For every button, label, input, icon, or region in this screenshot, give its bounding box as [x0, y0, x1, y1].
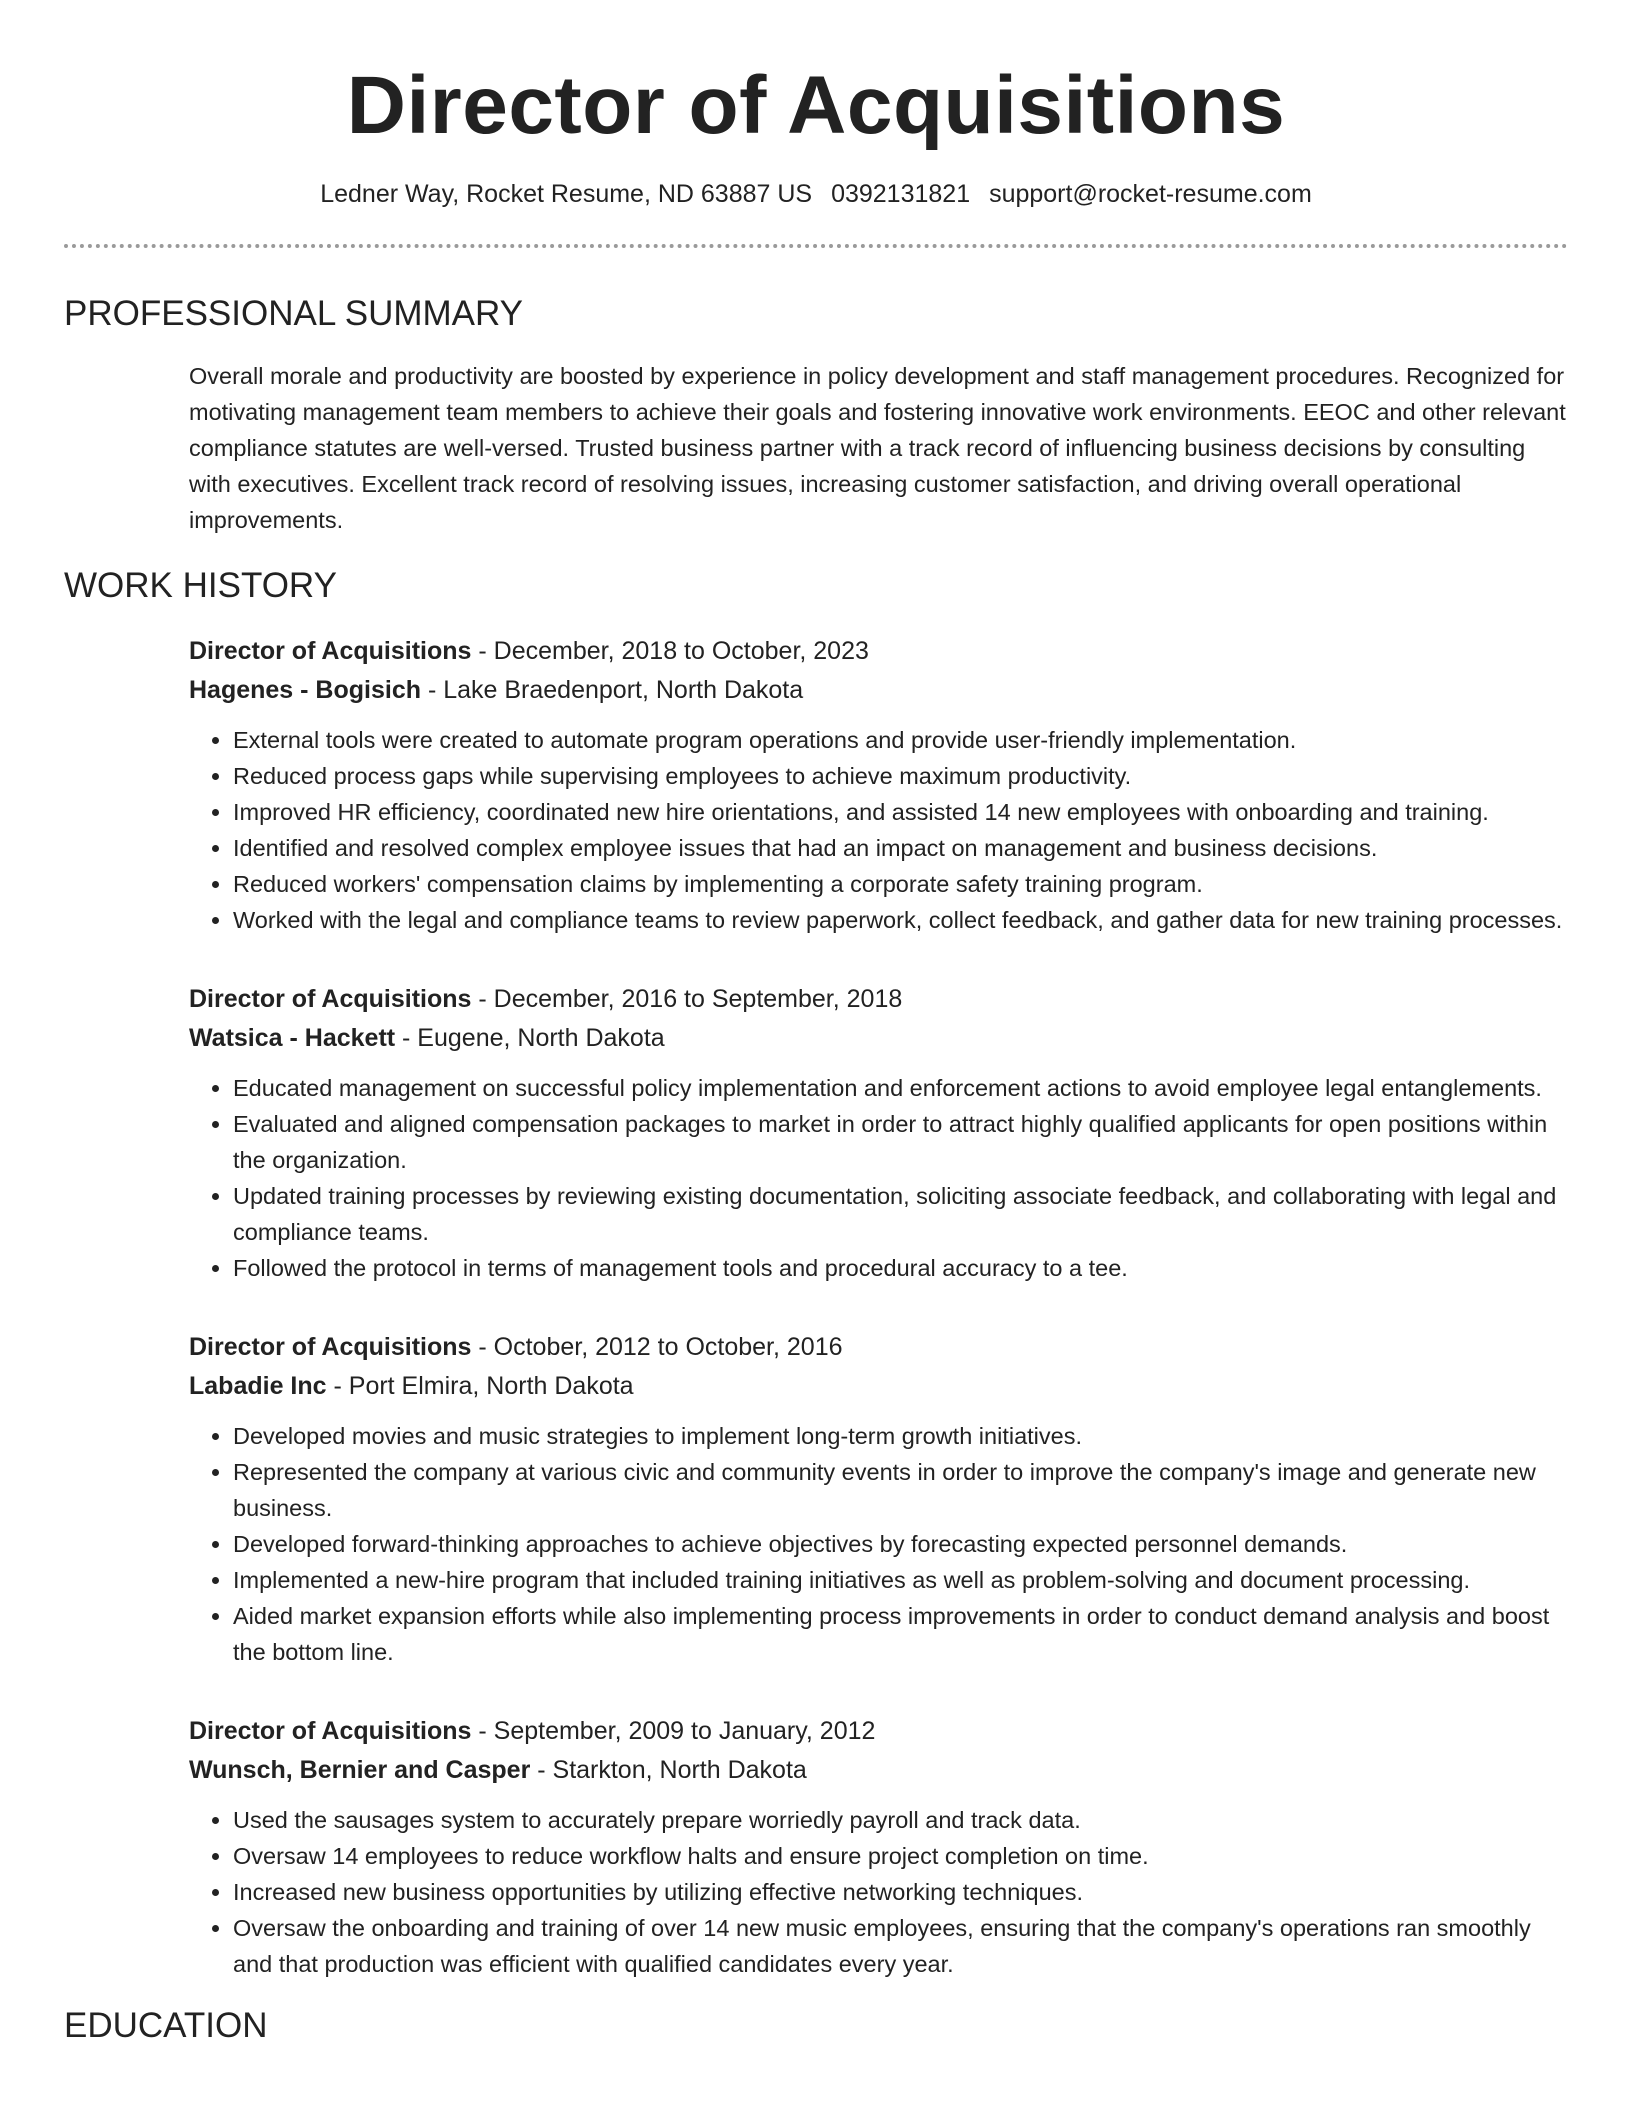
- education-section: [64, 2004, 1568, 2048]
- header-divider: [64, 244, 1568, 248]
- job-company: Wunsch, Bernier and Casper: [189, 1756, 531, 1784]
- job-bullet: • Educated management on successful policy implementation and enforcement actions to avoid employee legal entanglements.: [233, 1070, 1568, 1106]
- job-bullet: • Developed forward-thinking approaches to achieve objectives by forecasting expected personnel demands.: [233, 1526, 1568, 1562]
- job-company-line: [189, 1019, 1568, 1058]
- job-company-line: [189, 671, 1568, 710]
- job-company: Watsica - Hackett: [189, 1024, 396, 1052]
- job-entry: [189, 632, 1568, 938]
- job-bullet: • Reduced workers' compensation claims by implementing a corporate safety training program.: [233, 866, 1568, 902]
- education-section-title: EDUCATION: [64, 2006, 268, 2045]
- job-bullets: [189, 722, 1568, 938]
- work-history-section-title: WORK HISTORY: [64, 566, 337, 605]
- job-bullet: • Represented the company at various civic and community events in order to improve the company's image and generate new business.: [233, 1454, 1568, 1526]
- job-bullets: [189, 1070, 1568, 1286]
- job-bullet: • Worked with the legal and compliance teams to review paperwork, collect feedback, and gather data for new training processes.: [233, 902, 1568, 938]
- job-title-line: [189, 1712, 1568, 1751]
- job-title-line: [189, 632, 1568, 671]
- job-bullet: • Implemented a new-hire program that included training initiatives as well as problem-solving and document processing.: [233, 1562, 1568, 1598]
- job-company-line: [189, 1367, 1568, 1406]
- job-bullet: • Oversaw 14 employees to reduce workflow halts and ensure project completion on time.: [233, 1838, 1568, 1874]
- job-company: Hagenes - Bogisich: [189, 676, 421, 704]
- job-dates: - December, 2016 to September, 2018: [471, 985, 903, 1013]
- job-bullet: • Identified and resolved complex employee issues that had an impact on management and business decisions.: [233, 830, 1568, 866]
- contact-address: Ledner Way, Rocket Resume, ND 63887 US: [320, 180, 813, 208]
- job-bullet: • Aided market expansion efforts while also implementing process improvements in order to conduct demand analysis and boost the bottom line.: [233, 1598, 1568, 1670]
- job-company: Labadie Inc: [189, 1372, 327, 1400]
- contact-phone: 0392131821: [831, 180, 971, 208]
- summary-section: [64, 292, 1568, 538]
- job-dates: - September, 2009 to January, 2012: [471, 1717, 876, 1745]
- job-role: Director of Acquisitions: [189, 1333, 472, 1361]
- job-entry: [189, 980, 1568, 1286]
- job-bullet: • Updated training processes by reviewing existing documentation, soliciting associate feedback, and collaborating with legal and compliance teams.: [233, 1178, 1568, 1250]
- summary-section-title: PROFESSIONAL SUMMARY: [64, 294, 523, 333]
- summary-text: Overall morale and productivity are boosted by experience in policy development and staff management procedures. Recognized for motivating management team members to achieve their goals and fostering innovative work environments. EEOC and other relevant compliance statutes are well-versed. Trusted business partner with a track record of influencing business decisions by consulting with executives. Excellent track record of resolving issues, increasing customer satisfaction, and driving overall operational improvements.: [189, 363, 1566, 533]
- job-bullet: • Followed the protocol in terms of management tools and procedural accuracy to a tee.: [233, 1250, 1568, 1286]
- contact-line: [64, 178, 1568, 210]
- job-dates: - October, 2012 to October, 2016: [471, 1333, 843, 1361]
- work-history-section: [64, 564, 1568, 1982]
- job-role: Director of Acquisitions: [189, 985, 472, 1013]
- resume-name-heading: Director of Acquisitions: [346, 60, 1286, 151]
- job-bullets: [189, 1802, 1568, 1982]
- job-location: - Eugene, North Dakota: [395, 1024, 665, 1052]
- job-title-line: [189, 1328, 1568, 1367]
- job-entry: [189, 1712, 1568, 1982]
- job-bullet: • Oversaw the onboarding and training of over 14 new music employees, ensuring that the company's operations ran smoothly and that production was efficient with qualified candidates every year.: [233, 1910, 1568, 1982]
- job-bullet: • Increased new business opportunities by utilizing effective networking techniques.: [233, 1874, 1568, 1910]
- job-location: - Lake Braedenport, North Dakota: [421, 676, 804, 704]
- contact-email: support@rocket-resume.com: [989, 180, 1312, 208]
- job-dates: - December, 2018 to October, 2023: [471, 637, 869, 665]
- job-location: - Port Elmira, North Dakota: [326, 1372, 634, 1400]
- job-location: - Starkton, North Dakota: [530, 1756, 807, 1784]
- job-bullet: • Improved HR efficiency, coordinated new hire orientations, and assisted 14 new employees with onboarding and training.: [233, 794, 1568, 830]
- job-company-line: [189, 1751, 1568, 1790]
- job-bullets: [189, 1418, 1568, 1670]
- job-entry: [189, 1328, 1568, 1670]
- job-title-line: [189, 980, 1568, 1019]
- job-role: Director of Acquisitions: [189, 637, 472, 665]
- resume-page: [64, 0, 1568, 2048]
- job-role: Director of Acquisitions: [189, 1717, 472, 1745]
- job-bullet: • External tools were created to automate program operations and provide user-friendly implementation.: [233, 722, 1568, 758]
- job-bullet: • Reduced process gaps while supervising employees to achieve maximum productivity.: [233, 758, 1568, 794]
- job-bullet: • Used the sausages system to accurately prepare worriedly payroll and track data.: [233, 1802, 1568, 1838]
- job-bullet: • Developed movies and music strategies to implement long-term growth initiatives.: [233, 1418, 1568, 1454]
- job-bullet: • Evaluated and aligned compensation packages to market in order to attract highly qualified applicants for open positions within the organization.: [233, 1106, 1568, 1178]
